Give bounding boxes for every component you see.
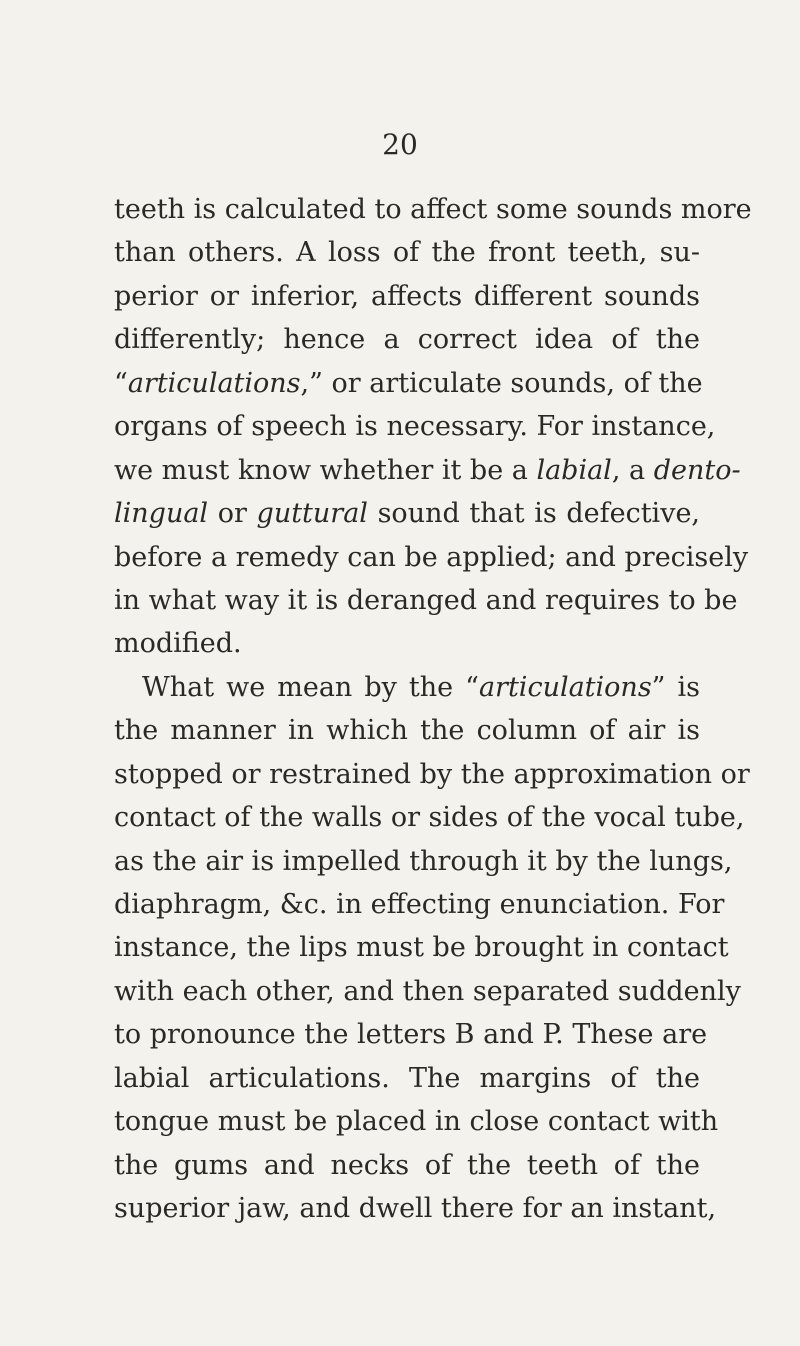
text-line [114,492,700,535]
text-segment: What we mean by the “ [142,671,479,703]
text-segment: superior jaw, and dwell there for an instant, [114,1193,717,1225]
text-line [114,1187,717,1230]
text-segment: ” is [651,671,700,703]
text-segment: as the air is impelled through it by the lungs, [114,845,733,877]
text-segment: ,” or articulate sounds, of the [300,367,703,399]
text-segment: to pronounce the letters B and P. These are [114,1019,708,1051]
text-segment: differently; hence a correct idea of the [114,324,700,356]
italic-text: dento- [653,454,741,486]
text-line [114,926,729,969]
body-text [114,188,752,1231]
text-line [114,666,700,709]
text-segment: modified. [114,628,242,660]
text-segment: we must know whether it be a [114,454,537,486]
text-segment: , a [611,454,654,486]
italic-text: lingual [114,498,209,530]
text-segment: teeth is calculated to affect some sounds more [114,194,752,225]
text-line [114,883,725,926]
text-line [114,1013,708,1056]
text-line [114,1057,700,1100]
text-line [114,1144,700,1187]
text-segment: perior or inferior, affects different sounds [114,280,700,312]
text-segment: before a remedy can be applied; and precisely [114,541,749,573]
text-line [114,405,716,448]
text-line [114,1100,719,1143]
text-line [114,275,700,318]
text-segment: labial articulations. The margins of the [114,1062,700,1094]
text-line [114,709,700,752]
text-segment: the gums and necks of the teeth of the [114,1149,700,1181]
text-line [114,840,733,883]
text-line [114,536,749,579]
text-segment: contact of the walls or sides of the vocal tube, [114,802,745,834]
text-segment: tongue must be placed in close contact with [114,1106,719,1138]
italic-text: articulations [478,671,652,703]
italic-text: labial [536,454,612,486]
text-line [114,753,750,796]
text-line [114,970,741,1013]
text-line [114,579,738,622]
text-segment: instance, the lips must be brought in contact [114,932,729,964]
page-number: 20 [382,128,418,161]
text-segment: stopped or restrained by the approximation or [114,758,750,790]
text-segment: the manner in which the column of air is [114,715,700,747]
text-segment: diaphragm, &c. in effecting enunciation. For [114,889,725,920]
text-segment: than others. A loss of the front teeth, su- [114,237,700,269]
text-segment: in what way it is deranged and requires to be [114,584,738,616]
text-line [114,188,752,231]
text-segment: “ [114,367,128,399]
text-line [114,622,700,665]
text-segment: organs of speech is necessary. For instance, [114,411,716,443]
text-segment: with each other, and then separated suddenly [114,975,741,1007]
text-line [114,449,741,492]
italic-text: articulations [127,367,301,399]
text-line [114,362,703,405]
text-line [114,318,700,361]
italic-text: guttural [256,498,368,530]
text-line [114,231,700,274]
text-segment: sound that is defective, [367,498,701,530]
text-line [114,796,745,839]
text-segment: or [208,498,257,530]
